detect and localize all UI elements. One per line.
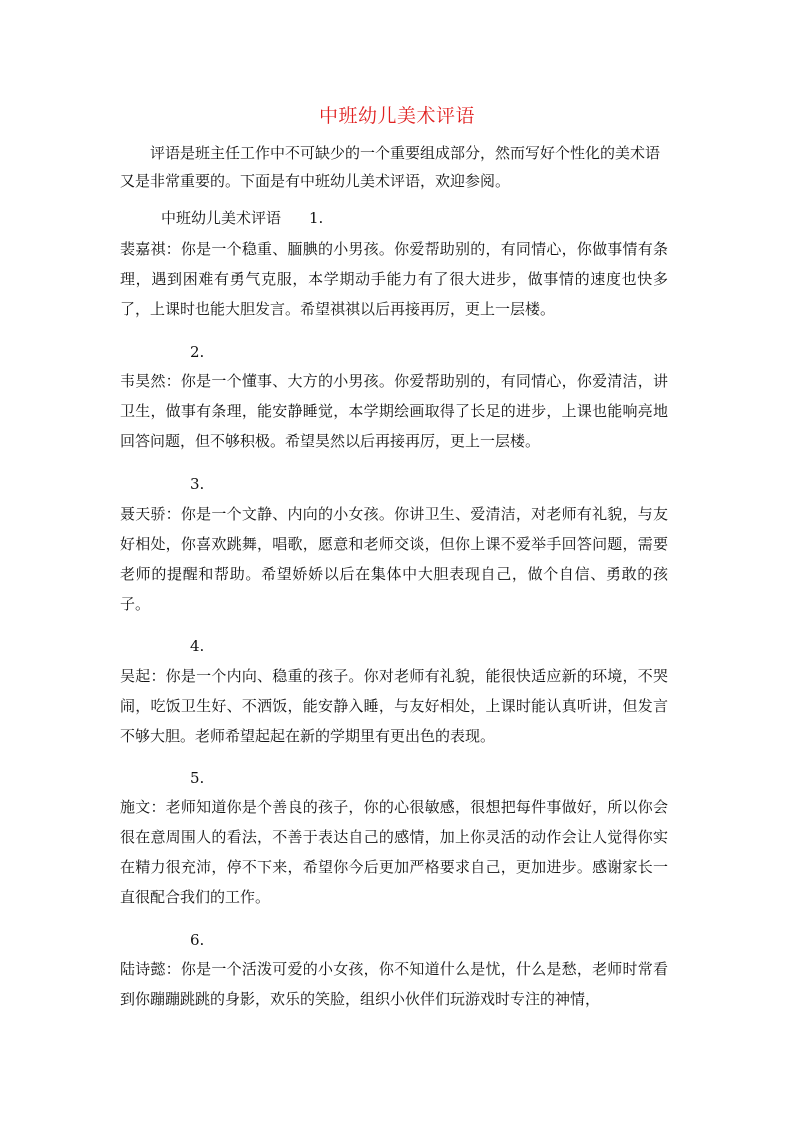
comment-entry: 裴嘉祺：你是一个稳重、腼腆的小男孩。你爱帮助别的，有同情心，你做事情有条理，遇到困难有勇气克服，本学期动手能力有了很大进步，做事情的速度也快多了，上课时也能大胆发言。希望祺祺以后再接再厉，更上一层楼。 [120, 240, 668, 318]
entry-number: 2. [190, 343, 205, 361]
entry-number: 6. [190, 931, 205, 949]
comment-entry: 聂天骄：你是一个文静、内向的小女孩。你讲卫生、爱清洁，对老师有礼貌，与友好相处，你喜欢跳舞，唱歌，愿意和老师交谈，但你上课不爱举手回答问题，需要老师的提醒和帮助。希望娇娇以后在集体中大胆表现自己，做个自信、勇敢的孩子。 [120, 505, 668, 613]
entry-number: 4. [190, 637, 205, 655]
comment-entry: 陆诗懿：你是一个活泼可爱的小女孩，你不知道什么是忧，什么是愁，老师时常看到你蹦蹦跳跳的身影，欢乐的笑脸，组织小伙伴们玩游戏时专注的神情， [120, 960, 668, 1008]
entry-number: 5. [190, 769, 205, 787]
comment-entry: 施文：老师知道你是个善良的孩子，你的心很敏感，很想把每件事做好，所以你会很在意周围人的看法，不善于表达自己的感情，加上你灵活的动作会让人觉得你实在精力很充沛，停不下来，希望你今后更加严格要求自己，更加进步。感谢家长一直很配合我们的工作。 [120, 798, 668, 906]
entry-number: 1. [309, 209, 324, 227]
comment-entry: 吴起：你是一个内向、稳重的孩子。你对老师有礼貌，能很快适应新的环境，不哭闹，吃饭卫生好、不洒饭，能安静入睡，与友好相处，上课时能认真听讲，但发言不够大胆。老师希望起起在新的学期里有更出色的表现。 [120, 667, 668, 745]
entry-number: 3. [190, 475, 205, 493]
subheading [161, 206, 323, 230]
comment-entry: 韦昊然：你是一个懂事、大方的小男孩。你爱帮助别的，有同情心，你爱清洁，讲卫生，做事有条理，能安静睡觉，本学期绘画取得了长足的进步，上课也能响亮地回答问题，但不够积极。希望昊然以后再接再厉，更上一层楼。 [120, 372, 668, 450]
document-title: 中班幼儿美术评语 [318, 105, 475, 127]
subheading-text: 中班幼儿美术评语 [161, 209, 282, 227]
intro-paragraph: 评语是班主任工作中不可缺少的一个重要组成部分，然而写好个性化的美术语又是非常重要的。下面是有中班幼儿美术评语，欢迎参阅。 [120, 144, 661, 190]
